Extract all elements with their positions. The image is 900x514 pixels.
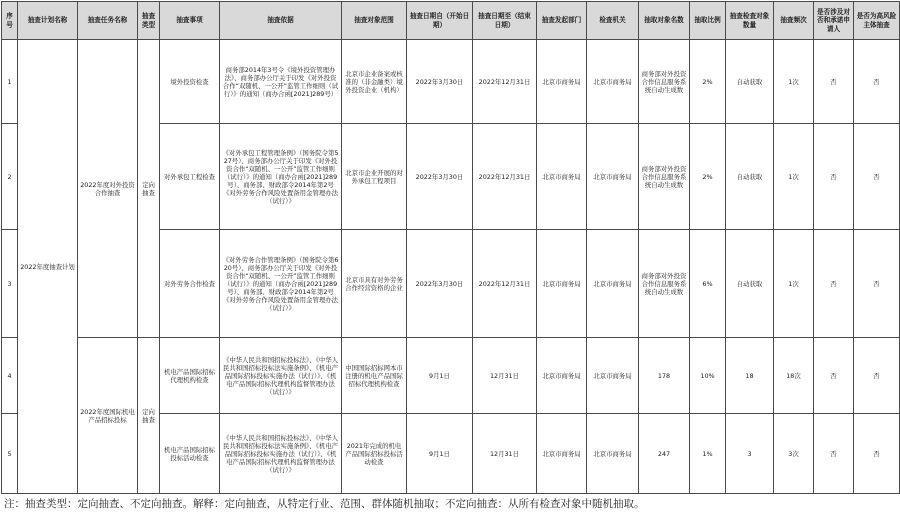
start-date-cell: 9月1日: [407, 338, 473, 414]
scope-cell: 北京市企业备案或核准的（非金融类）境外投资企业（机构）: [342, 40, 407, 124]
col-header-frequency: 抽查频次: [774, 2, 814, 40]
dept-cell: 北京市商务局: [537, 40, 587, 124]
ratio-cell: 2%: [690, 124, 726, 230]
quantity-cell: 自动获取: [726, 40, 774, 124]
frequency-cell: 1次: [774, 230, 814, 338]
end-date-cell: 2022年12月31日: [473, 40, 537, 124]
count-cell: 商务部对外投资合作信息服务系统自动生成数: [639, 124, 690, 230]
col-header-quantity: 抽查检查对象数量: [726, 2, 774, 40]
quantity-cell: 自动获取: [726, 124, 774, 230]
dept-cell: 北京市商务局: [537, 414, 587, 494]
frequency-cell: 1次: [774, 40, 814, 124]
high-risk-cell: 否: [854, 338, 900, 414]
org-cell: 北京市商务局: [587, 40, 639, 124]
commitment-cell: 否: [814, 414, 854, 494]
table-row: [2, 40, 900, 124]
frequency-cell: 18次: [774, 338, 814, 414]
end-date-cell: 2022年12月31日: [473, 124, 537, 230]
dept-cell: 北京市商务局: [537, 230, 587, 338]
basis-cell: 《对外劳务合作管理条例》（国务院令第620号）、商务部办公厅关于印发《对外投资合作“双随机、一公开”监管工作细则（试行）》的通知（商办合函[2021]289号）、商务部、财政部令2014年第2号 《对外劳务合作风险处置备用金管理办法（试行）》: [220, 230, 342, 338]
org-cell: 北京市商务局: [587, 124, 639, 230]
item-cell: 机电产品国际招标代理机构检查: [160, 338, 220, 414]
plan-name-cell: 2022年度抽查计划: [18, 40, 78, 494]
header-row: [2, 2, 900, 40]
org-cell: 北京市商务局: [587, 230, 639, 338]
dept-cell: 北京市商务局: [537, 338, 587, 414]
start-date-cell: 2022年3月30日: [407, 124, 473, 230]
quantity-cell: 3: [726, 414, 774, 494]
footnote: 注：抽查类型：定向抽查、不定向抽查。解释：定向抽查，从特定行业、范围、群体随机抽取；不定向抽查：从所有检查对象中随机抽取。: [4, 498, 645, 510]
commitment-cell: 否: [814, 338, 854, 414]
row-no: 1: [2, 40, 18, 124]
item-cell: 境外投资检查: [160, 40, 220, 124]
scope-cell: 中国国际招标网本市注册的机电产品国际招标代理机构检查: [342, 338, 407, 414]
org-cell: 北京市商务局: [587, 414, 639, 494]
item-cell: 对外承包工程检查: [160, 124, 220, 230]
end-date-cell: 12月31日: [473, 414, 537, 494]
basis-cell: 《对外承包工程管理条例》（国务院令第527号）、商务部办公厅关于印发《对外投资合作“双随机、一公开”监管工作细则（试行）》的通知（商办合函[2021]289号）、商务部、财政部令2014年第2号 《对外劳务合作风险处置备用金管理办法（试行）》: [220, 124, 342, 230]
org-cell: 北京市商务局: [587, 338, 639, 414]
scope-cell: 2021年完成的机电产品国际招标投标活动检查: [342, 414, 407, 494]
count-cell: 178: [639, 338, 690, 414]
col-header-no: 序号: [2, 2, 18, 40]
high-risk-cell: 否: [854, 124, 900, 230]
commitment-cell: 否: [814, 40, 854, 124]
inspection-schedule-table: [1, 1, 900, 494]
start-date-cell: 2022年3月30日: [407, 40, 473, 124]
task-name-cell: 2022年度国际机电产品招标投标: [78, 338, 138, 494]
end-date-cell: 2022年12月31日: [473, 230, 537, 338]
row-no: 4: [2, 338, 18, 414]
row-no: 2: [2, 124, 18, 230]
check-type-cell: 定向抽查: [138, 338, 160, 494]
scope-cell: 北京市具有对外劳务合作经营资格的企业: [342, 230, 407, 338]
commitment-cell: 否: [814, 124, 854, 230]
col-header-item: 抽查事项: [160, 2, 220, 40]
count-cell: 商务部对外投资合作信息服务系统自动生成数: [639, 230, 690, 338]
row-no: 3: [2, 230, 18, 338]
col-header-end-date: 抽查日期至（结束日期）: [473, 2, 537, 40]
start-date-cell: 9月1日: [407, 414, 473, 494]
high-risk-cell: 否: [854, 40, 900, 124]
task-name-cell: 2022年度对外投资合作抽查: [78, 40, 138, 338]
commitment-cell: 否: [814, 230, 854, 338]
ratio-cell: 10%: [690, 338, 726, 414]
col-header-task-name: 抽查任务名称: [78, 2, 138, 40]
basis-cell: 《中华人民共和国招标投标法》、《中华人民共和国招标投标法实施条例》、《机电产品国际招标投标实施办法（试行）》、《机电产品国际招标代理机构监督管理办法（试行）》: [220, 414, 342, 494]
end-date-cell: 12月31日: [473, 338, 537, 414]
col-header-ratio: 抽取比例: [690, 2, 726, 40]
ratio-cell: 1%: [690, 414, 726, 494]
scope-cell: 北京市企业开展的对外承包工程项目: [342, 124, 407, 230]
start-date-cell: 2022年3月30日: [407, 230, 473, 338]
table-row: [2, 338, 900, 414]
ratio-cell: 6%: [690, 230, 726, 338]
basis-cell: 《中华人民共和国招标投标法》、《中华人民共和国招标投标法实施条例》、《机电产品国际招标投标实施办法（试行）》、《机电产品国际招标代理机构监督管理办法（试行）》: [220, 338, 342, 414]
count-cell: 247: [639, 414, 690, 494]
ratio-cell: 2%: [690, 40, 726, 124]
item-cell: 机电产品国际招标投标活动检查: [160, 414, 220, 494]
col-header-basis: 抽查依据: [220, 2, 342, 40]
row-no: 5: [2, 414, 18, 494]
col-header-high-risk: 是否为高风险主体抽查: [854, 2, 900, 40]
col-header-initiating-dept: 抽查发起部门: [537, 2, 587, 40]
frequency-cell: 3次: [774, 414, 814, 494]
high-risk-cell: 否: [854, 414, 900, 494]
col-header-scope: 抽查对象范围: [342, 2, 407, 40]
col-header-commitment: 是否涉及对否和承诺申请人: [814, 2, 854, 40]
col-header-inspection-org: 检查机关: [587, 2, 639, 40]
col-header-object-count: 抽取对象名数: [639, 2, 690, 40]
dept-cell: 北京市商务局: [537, 124, 587, 230]
col-header-plan-name: 抽查计划名称: [18, 2, 78, 40]
check-type-cell: 定向抽查: [138, 40, 160, 338]
item-cell: 对外劳务合作检查: [160, 230, 220, 338]
count-cell: 商务部对外投资合作信息服务系统自动生成数: [639, 40, 690, 124]
quantity-cell: 自动获取: [726, 230, 774, 338]
quantity-cell: 18: [726, 338, 774, 414]
col-header-check-type: 抽查类型: [138, 2, 160, 40]
high-risk-cell: 否: [854, 230, 900, 338]
col-header-start-date: 抽查日期自（开始日期）: [407, 2, 473, 40]
basis-cell: 商务部2014年3号令《境外投资管理办法》、商务部办公厅关于印发《对外投资合作“双随机、一公开”监管工作细则（试行）》的通知（商办合函[2021]289号）: [220, 40, 342, 124]
frequency-cell: 1次: [774, 124, 814, 230]
